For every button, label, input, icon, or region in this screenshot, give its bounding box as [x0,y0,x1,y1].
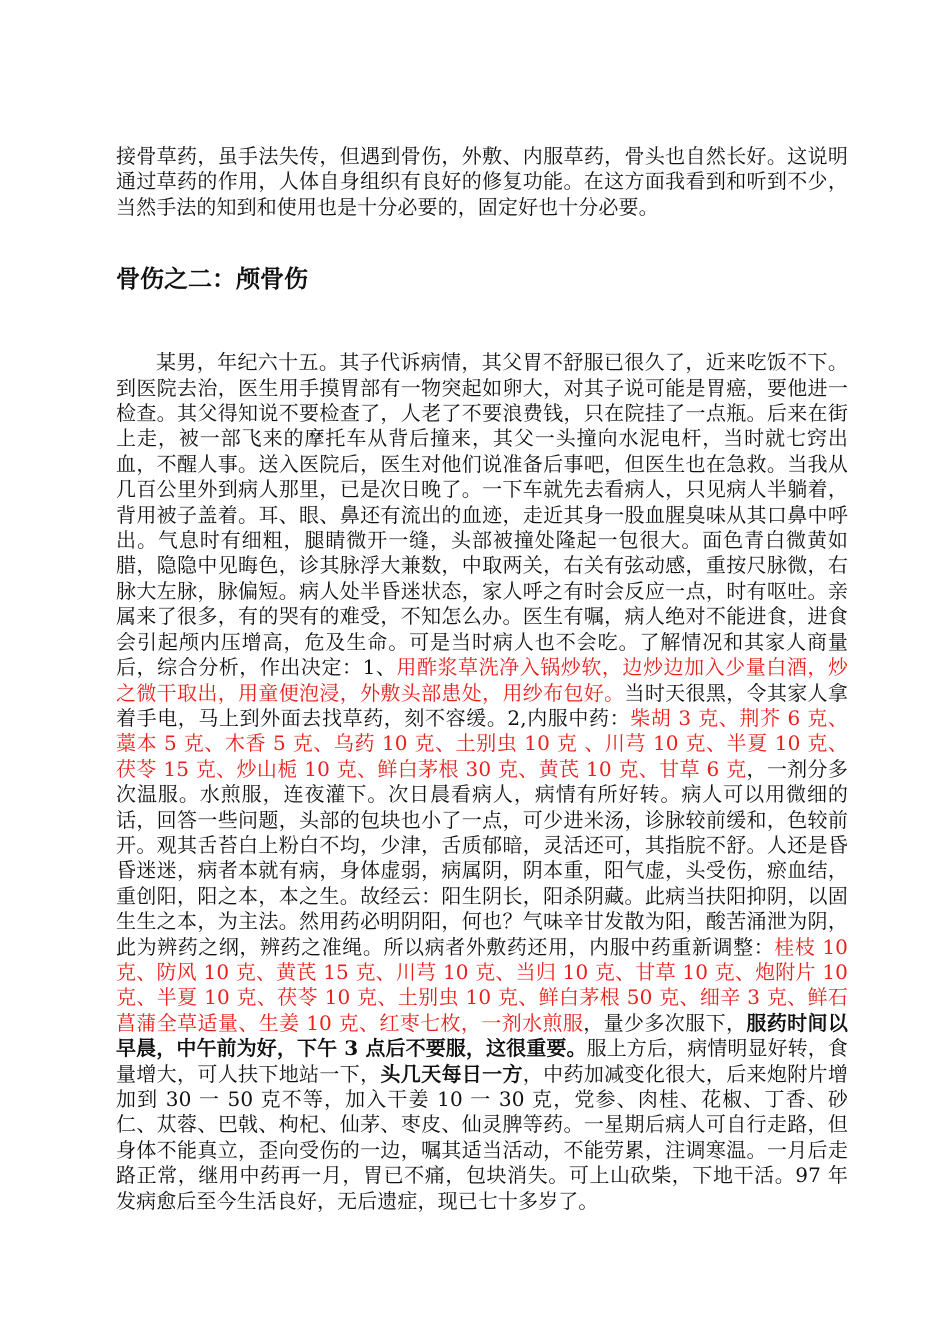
case-text-4: ，量少多次服下， [583,1010,747,1035]
case-text-6: ，中药加减变化很大，后来炮附片增加到 30 一 50 克不等，加入干姜 10 一 30 克，党参、肉桂、花椒、丁香、砂仁、苁蓉、巴戟、枸杞、仙茅、枣皮、仙灵脾等药。一星期后病人可自行走路，但身体不能真立，歪向受伤的一边，嘱其适当活动，不能劳累，注调寒温。一月后走路正常，继用中药再一月，胃已不痛，包块消失。可上山砍柴，下地干活。97 年发病愈后至今生活良好，无后遗症，现已七十多岁了。 [116,1061,848,1213]
intro-paragraph: 接骨草药，虽手法失传，但遇到骨伤，外敷、内服草药，骨头也自然长好。这说明通过草药的作用，人体自身组织有良好的修复功能。在这方面我看到和听到不少，当然手法的知到和使用也是十分必要的，固定好也十分必要。 [116,144,848,219]
first-prescription-red: 柴胡 3 克、荆芥 6 克、藁本 5 克、木香 5 克、乌药 10 克、土别虫 10 克 、川芎 10 克、半夏 10 克、茯苓 15 克、炒山栀 10 克、鲜白茅根 30 克、黄芪 10 克、甘草 6 克 [116,705,848,781]
second-prescription-red: 桂枝 10 克、防风 10 克、黄芪 15 克、川芎 10 克、当归 10 克、甘草 10 克、炮附片 10 克、半夏 10 克、茯苓 10 克、土别虫 10 克、鲜白茅根 50 克、细辛 3 克、鲜石菖蒲全草适量、生姜 10 克、红枣七枚，一剂水煎服 [116,934,849,1035]
daily-dose-bold: 头几天每日一方 [380,1061,523,1086]
case-text-3: ，一剂分多次温服。水煎服，连夜灌下。次日晨看病人，病情有所好转。病人可以用微细的话，回答一些问题，头部的包块也小了一点，可少进米汤，诊脉较前缓和，色较前开。观其舌苔白上粉白不均，少津，舌质郁暗，灵活还可，其指脘不舒。人还是昏昏迷迷，病者本就有病，身体虚弱，病属阴，阴本重，阳气虚，头受伤，瘀血结，重创阳，阳之本，本之生。故经云：阳生阴长，阳杀阴藏。此病当扶阳抑阴，以固生生之本，为主法。然用药必明阴阳，何也？气味辛甘发散为阳，酸苦涌泄为阴，此为辨药之纲，辨药之准绳。所以病者外敷药还用，内服中药重新调整： [116,756,849,959]
document-page [116,144,848,1214]
section-title: 骨伤之二：颅骨伤 [116,265,308,294]
external-remedy-red: 用酢浆草洗净入锅炒软，边炒边加入少量白酒，炒之微干取出，用童便泡浸，外敷头部患处，用纱布包好。 [116,655,849,705]
case-text-2: 当时天很黑，令其家人拿着手电，马上到外面去找草药，刻不容缓。2,内服中药： [116,680,848,730]
case-text-1: 某男，年纪六十五。其子代诉病情，其父胃不舒服已很久了，近来吃饭不下。到医院去治，医生用手摸胃部有一物突起如卵大，对其子说可能是胃癌，要他进一检查。其父得知说不要检查了，人老了不要浪费钱，只在院挂了一点瓶。后来在街上走，被一部飞来的摩托车从背后撞来，其父一头撞向水泥电杆，当时就七窍出血，不醒人事。送入医院后，医生对他们说准备后事吧，但医生也在急救。当我从几百公里外到病人那里，已是次日晚了。一下车就先去看病人，只见病人半躺着，背用被子盖着。耳、眼、鼻还有流出的血迹，走近其身一股血腥臭味从其口鼻中呼出。气息时有细粗，腿睛微开一缝，头部被撞处隆起一包很大。面色青白微黄如腊，隐隐中见晦色，诊其脉浮大兼数，中取两关，右关有弦动感，重按尺脉微，右脉大左脉，脉偏短。病人处半昏迷状态，家人呼之有时会反应一点，时有呕吐。亲属来了很多，有的哭有的难受，不知怎么办。医生有嘱，病人绝对不能进食，进食会引起颅内压增高，危及生命。可是当时病人也不会吃。了解情况和其家人商量后，综合分析，作出决定：1、 [116,350,848,680]
dosing-time-bold: 服药时间以早晨，中午前为好，下午 3 点后不要服，这很重要。 [116,1010,848,1061]
case-text-5: 服上方后，病情明显好转，食量增大，可人扶下地站一下， [116,1036,848,1086]
case-paragraph [116,350,848,1214]
